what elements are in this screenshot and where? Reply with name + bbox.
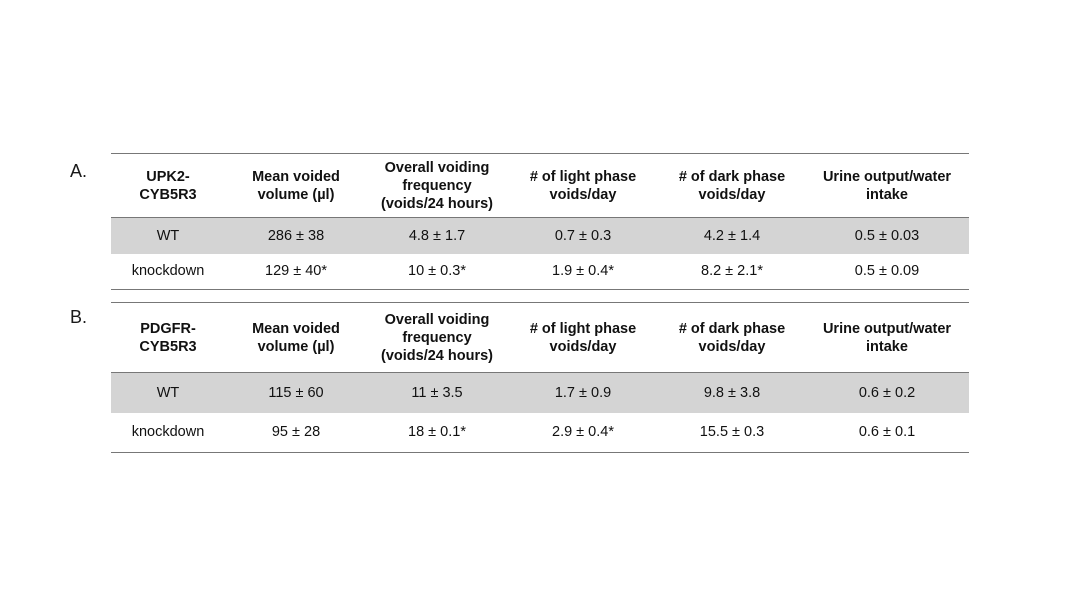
cell-voiding-frequency: 18 ± 0.1* (408, 424, 466, 441)
cell-light-phase-voids: 2.9 ± 0.4* (552, 424, 614, 441)
header-genotype: PDGFR- CYB5R3 (139, 320, 197, 355)
header-dark-phase-voids: # of dark phase voids/day (678, 168, 786, 203)
panel-label-a: A. (70, 161, 88, 181)
header-urine-output-ratio: Urine output/water intake (822, 168, 952, 203)
cell-urine-output-ratio: 0.6 ± 0.1 (858, 424, 916, 441)
cell-voiding-frequency: 10 ± 0.3* (408, 263, 466, 280)
header-mean-voided-volume: Mean voided volume (µl) (252, 168, 340, 203)
table-row-wt (111, 218, 969, 254)
cell-urine-output-ratio: 0.5 ± 0.03 (805, 218, 969, 254)
cell-voiding-frequency: 11 ± 3.5 (367, 373, 507, 413)
cell-light-phase-voids: 0.7 ± 0.3 (507, 218, 659, 254)
panel-label-b: B. (70, 307, 88, 327)
header-urine-output-ratio: Urine output/water intake (822, 320, 952, 355)
header-dark-phase-voids: # of dark phase voids/day (678, 320, 786, 355)
cell-dark-phase-voids: 8.2 ± 2.1* (701, 263, 763, 280)
cell-genotype: knockdown (131, 263, 205, 280)
cell-mean-voided-volume: 115 ± 60 (225, 373, 367, 413)
cell-genotype: knockdown (131, 424, 205, 441)
header-voiding-frequency: Overall voiding frequency (voids/24 hours) (381, 159, 493, 212)
cell-mean-voided-volume: 129 ± 40* (265, 263, 327, 280)
table-row-wt (111, 373, 969, 413)
cell-mean-voided-volume: 95 ± 28 (271, 424, 321, 441)
cell-light-phase-voids: 1.9 ± 0.4* (552, 263, 614, 280)
cell-genotype: WT (111, 218, 225, 254)
cell-dark-phase-voids: 4.2 ± 1.4 (659, 218, 805, 254)
cell-dark-phase-voids: 15.5 ± 0.3 (699, 424, 765, 441)
table-pdgfr-cyb5r3 (111, 302, 969, 453)
cell-urine-output-ratio: 0.5 ± 0.09 (854, 263, 920, 280)
cell-genotype: WT (111, 373, 225, 413)
header-genotype: UPK2- CYB5R3 (139, 168, 197, 203)
cell-mean-voided-volume: 286 ± 38 (225, 218, 367, 254)
table-row-knockdown (111, 413, 969, 453)
cell-dark-phase-voids: 9.8 ± 3.8 (659, 373, 805, 413)
cell-voiding-frequency: 4.8 ± 1.7 (367, 218, 507, 254)
table-row-knockdown (111, 254, 969, 290)
header-light-phase-voids: # of light phase voids/day (529, 320, 637, 355)
cell-urine-output-ratio: 0.6 ± 0.2 (805, 373, 969, 413)
header-row (111, 154, 969, 218)
header-row (111, 303, 969, 373)
table-upk2-cyb5r3 (111, 153, 969, 290)
header-light-phase-voids: # of light phase voids/day (529, 168, 637, 203)
header-mean-voided-volume: Mean voided volume (µl) (252, 320, 340, 355)
header-voiding-frequency: Overall voiding frequency (voids/24 hours) (381, 311, 493, 364)
cell-light-phase-voids: 1.7 ± 0.9 (507, 373, 659, 413)
